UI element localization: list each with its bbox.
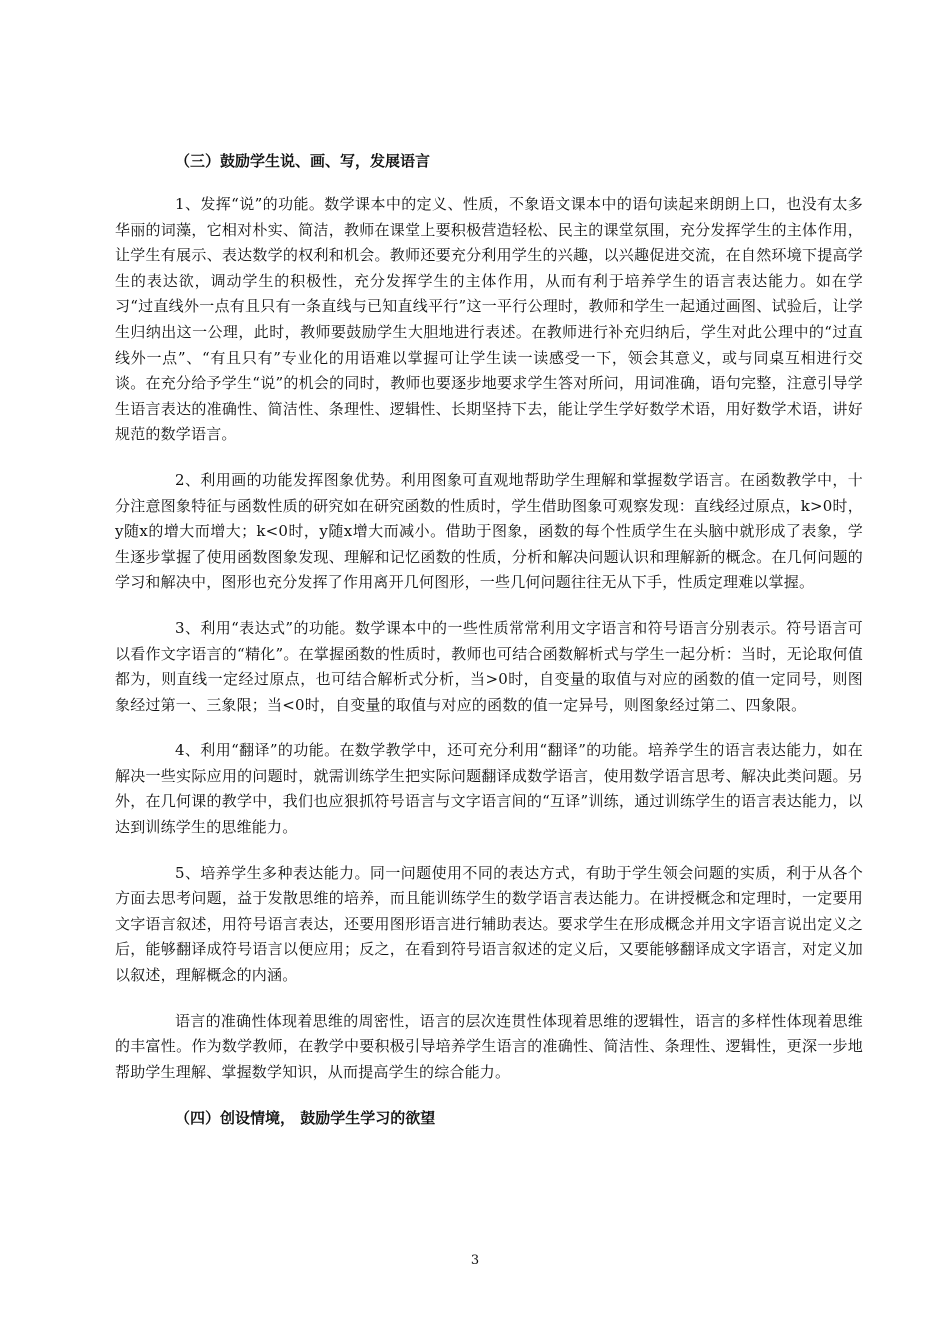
paragraph-translate: 4、利用“翻译”的功能。在数学教学中，还可充分利用“翻译”的功能。培养学生的语言表达能力，如在解决一些实际应用的问题时，就需训练学生把实际问题翻译成数学语言，使用数学语言思考、解决此类问题。另外，在几何课的教学中，我们也应狠抓符号语言与文字语言间的“互译”训练，通过训练学生的语言表达能力，以达到训练学生的思维能力。 [115,741,863,837]
paragraph-draw: 2、利用画的功能发挥图象优势。利用图象可直观地帮助学生理解和掌握数学语言。在函数教学中，十分注意图象特征与函数性质的研究如在研究函数的性质时，学生借助图象可观察发现：直线经过原点，k>0时，y随x的增大而增大；k<0时，y随x增大而减小。借助于图象，函数的每个性质学生在头脑中就形成了表象，学生逐步掌握了使用函数图象发现、理解和记忆函数的性质，分析和解决问题认识和理解新的概念。在几何问题的学习和解决中，图形也充分发挥了作用离开几何图形，一些几何问题往往无从下手，性质定理难以掌握。 [115,470,863,592]
paragraph-summary: 语言的准确性体现着思维的周密性，语言的层次连贯性体现着思维的逻辑性，语言的多样性体现着思维的丰富性。作为数学教师，在教学中要积极引导培养学生语言的准确性、简洁性、条理性、逻辑性，更深一步地帮助学生理解、掌握数学知识，从而提高学生的综合能力。 [115,1011,863,1081]
paragraph-expression: 3、利用“表达式”的功能。数学课本中的一些性质常常利用文字语言和符号语言分别表示。符号语言可以看作文字语言的“精化”。在掌握函数的性质时，教师也可结合函数解析式与学生一起分析：当时，无论取何值都为，则直线一定经过原点，也可结合解析式分析，当>0时，自变量的取值与对应的函数的值一定同号，则图象经过第一、三象限；当<0时，自变量的取值与对应的函数的值一定异号，则图象经过第二、四象限。 [115,618,863,714]
section-heading-4: （四）创设情境， 鼓励学生学习的欲望 [175,1109,436,1128]
page-number: 3 [470,1253,480,1268]
page-content [115,148,863,1131]
section-heading-3: （三）鼓励学生说、画、写，发展语言 [175,152,431,170]
paragraph-multiple-expression: 5、培养学生多种表达能力。同一问题使用不同的表达方式，有助于学生领会问题的实质，利于从各个方面去思考问题，益于发散思维的培养，而且能训练学生的数学语言表达能力。在讲授概念和定理时，一定要用文字语言叙述，用符号语言表达，还要用图形语言进行辅助表达。要求学生在形成概念并用文字语言说出定义之后，能够翻译成符号语言以便应用；反之，在看到符号语言叙述的定义后，又要能够翻译成文字语言，对定义加以叙述，理解概念的内涵。 [115,863,863,985]
paragraph-speak: 1、发挥“说”的功能。数学课本中的定义、性质，不象语文课本中的语句读起来朗朗上口，也没有太多华丽的词藻，它相对朴实、简洁，教师在课堂上要积极营造轻松、民主的课堂氛围，充分发挥学生的主体作用，让学生有展示、表达数学的权利和机会。教师还要充分利用学生的兴趣，以兴趣促进交流，在自然环境下提高学生的表达欲，调动学生的积极性，充分发挥学生的主体作用，从而有利于培养学生的语言表达能力。如在学习“过直线外一点有且只有一条直线与已知直线平行”这一平行公理时，教师和学生一起通过画图、试验后，让学生归纳出这一公理，此时，教师要鼓励学生大胆地进行表述。在教师进行补充归纳后，学生对此公理中的“过直线外一点”、“有且只有”专业化的用语难以掌握可让学生读一读感受一下，领会其意义，或与同桌互相进行交谈。在充分给予学生“说”的机会的同时，教师也要逐步地要求学生答对所问，用词准确，语句完整，注意引导学生语言表达的准确性、简洁性、条理性、逻辑性、长期坚持下去，能让学生学好数学术语，用好数学术语，讲好规范的数学语言。 [115,195,863,444]
